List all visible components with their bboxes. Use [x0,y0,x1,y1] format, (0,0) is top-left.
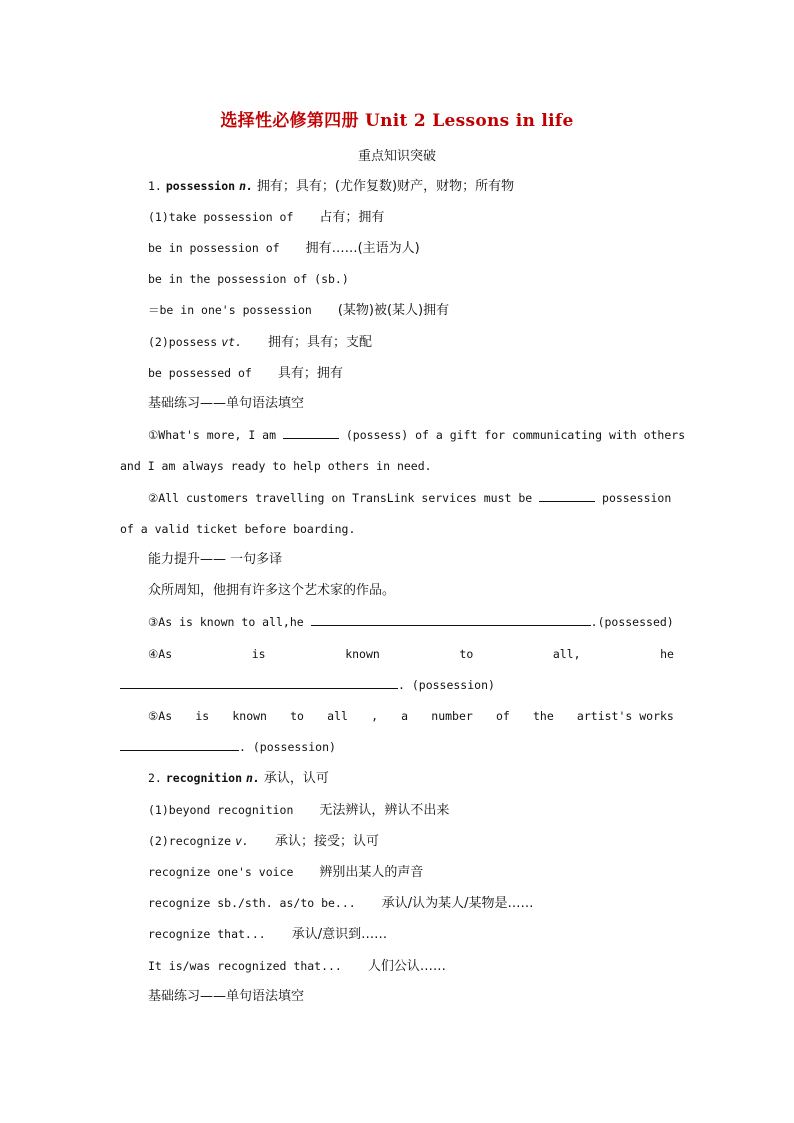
answer-blank[interactable] [539,489,595,502]
answer-blank[interactable] [120,676,398,689]
phrase-row: be in possession of 拥有……(主语为人) [148,241,420,256]
phrase-row: (2)recognize v. 承认；接受；认可 [148,834,379,849]
exercise-item: ④As is known to all, he [148,647,674,661]
exercise-heading: 能力提升—— 一句多译 [148,552,283,567]
entry-heading: 2. recognition n. 承认，认可 [148,771,329,786]
exercise-item-cont: . (possession) [120,676,495,694]
phrase-row: ＝be in one's possession (某物)被(某人)拥有 [148,303,450,318]
exercise-item: ③As is known to all,he .(possessed) [148,615,674,629]
phrase-row: It is/was recognized that... 人们公认…… [148,959,446,974]
phrase-row: (1)take possession of 占有；拥有 [148,210,385,225]
answer-blank[interactable] [311,613,591,626]
phrase-row: recognize sb./sth. as/to be... 承认/认为某人/某物是…… [148,896,534,911]
exercise-item: ⑤As is known to all , a number of the artist's works [148,709,674,723]
answer-blank[interactable] [283,426,339,439]
exercise-heading: 基础练习——单句语法填空 [148,396,305,411]
section-heading: 重点知识突破 [357,149,436,164]
exercise-item: ①What's more, I am (possess) of a gift for communicating with others [148,428,686,442]
phrase-row: be possessed of 具有；拥有 [148,366,343,381]
translation-prompt: 众所周知，他拥有许多这个艺术家的作品。 [148,583,396,598]
phrase-row: be in the possession of (sb.) [148,272,349,286]
exercise-item-cont: . (possession) [120,738,336,756]
exercise-heading: 基础练习——单句语法填空 [148,989,305,1004]
phrase-row: recognize one's voice 辨别出某人的声音 [148,865,424,880]
exercise-item: ②All customers travelling on TransLink services must be possession [148,491,672,505]
answer-blank[interactable] [120,738,239,751]
exercise-item-cont: and I am always ready to help others in need. [120,459,432,473]
phrase-row: (1)beyond recognition 无法辨认，辨认不出来 [148,803,450,818]
exercise-item-cont: of a valid ticket before boarding. [120,522,356,536]
entry-heading: 1. possession n. 拥有；具有；(尤作复数)财产，财物；所有物 [148,179,515,194]
phrase-row: recognize that... 承认/意识到…… [148,927,388,942]
phrase-row: (2)possess vt. 拥有；具有；支配 [148,335,373,350]
page-title: 选择性必修第四册 Unit 2 Lessons in life [220,111,574,131]
